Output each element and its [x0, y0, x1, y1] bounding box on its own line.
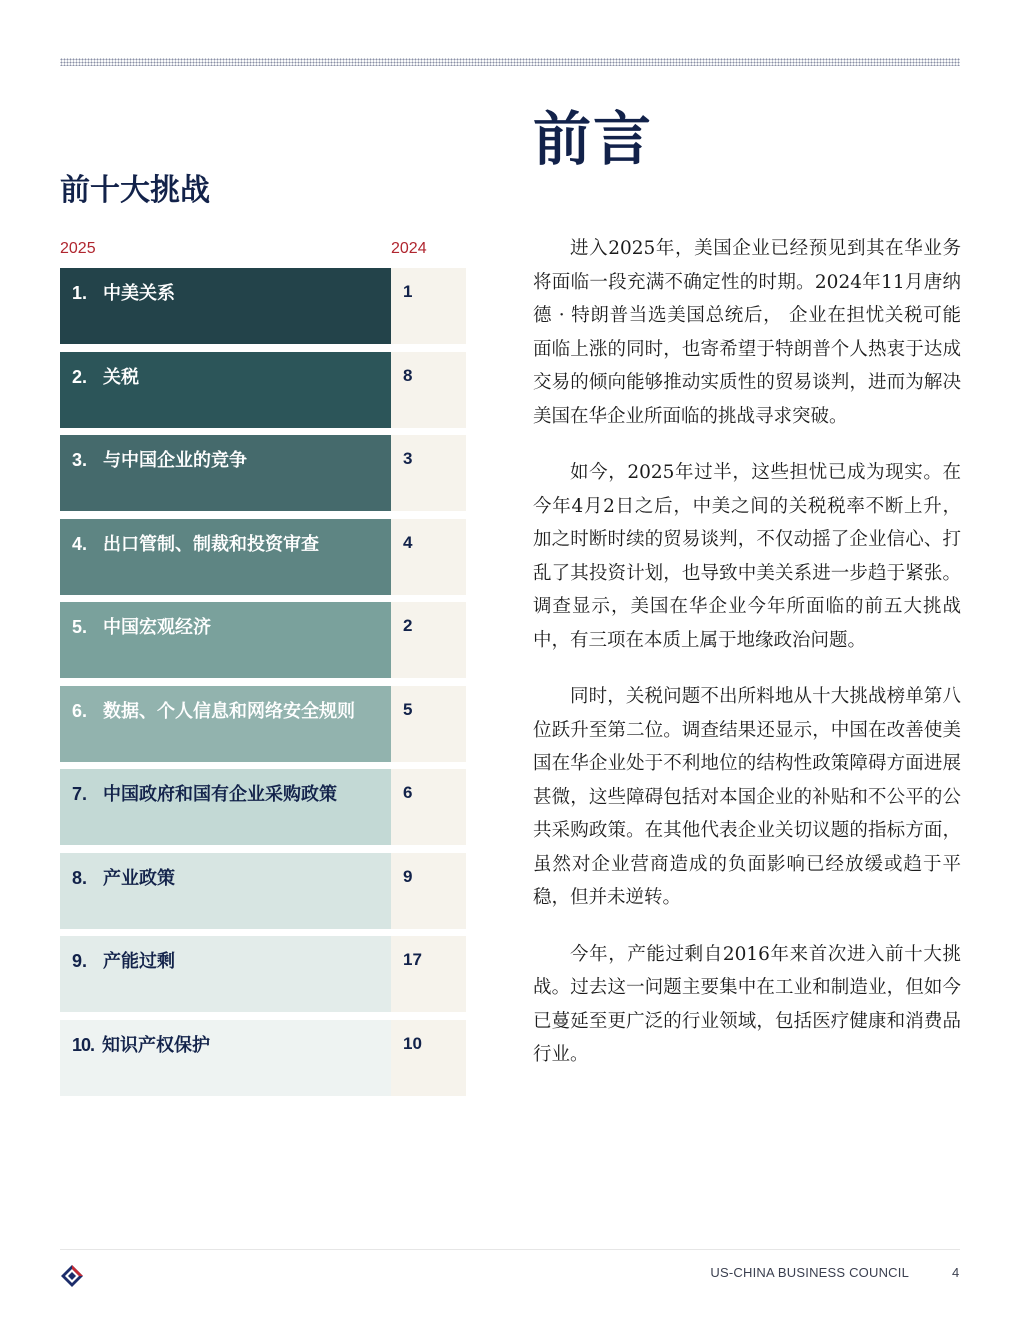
- previous-rank: 2: [391, 602, 466, 678]
- table-row: [60, 686, 466, 762]
- table-row: [60, 435, 466, 511]
- previous-rank: 8: [391, 352, 466, 428]
- table-row: [60, 1020, 466, 1096]
- previous-rank: 9: [391, 853, 466, 929]
- challenge-cell: [60, 769, 391, 845]
- previous-rank: 5: [391, 686, 466, 762]
- year-previous-label: 2024: [391, 240, 427, 257]
- challenge-label: 中国宏观经济: [103, 617, 211, 638]
- table-row: [60, 352, 466, 428]
- challenge-label: 产能过剩: [103, 951, 175, 972]
- table-row: [60, 936, 466, 1012]
- challenge-label: 数据、个人信息和网络安全规则: [103, 700, 355, 722]
- page-title: 前言: [533, 105, 654, 173]
- body-paragraph: 如今，2025年过半，这些担忧已成为现实。在今年4月2日之后，中美之间的关税税率不断上升，加之时断时续的贸易谈判，不仅动摇了企业信心、打乱了其投资计划，也导致中美关系进一步趋于紧张。调查显示，美国在华企业今年所面临的前五大挑战中，有三项在本质上属于地缘政治问题。: [533, 462, 961, 651]
- rank-number: 1.: [72, 283, 88, 303]
- previous-rank: 4: [391, 519, 466, 595]
- body-paragraph: 今年，产能过剩自2016年来首次进入前十大挑战。过去这一问题主要集中在工业和制造业，但如今已蔓延至更广泛的行业领域，包括医疗健康和消费品行业。: [533, 943, 961, 1065]
- challenges-heading: 前十大挑战: [60, 173, 210, 208]
- top-ten-challenges-table: [60, 268, 466, 1103]
- previous-rank: 3: [391, 435, 466, 511]
- challenge-label: 中美关系: [103, 283, 175, 304]
- rank-number: 9.: [72, 951, 88, 971]
- challenge-label: 与中国企业的竞争: [103, 450, 247, 471]
- rank-number: 2.: [72, 366, 88, 387]
- previous-rank: 1: [391, 268, 466, 344]
- year-current-label: 2025: [60, 240, 96, 257]
- rank-number: 8.: [72, 867, 88, 888]
- challenge-label: 产业政策: [103, 867, 175, 889]
- rank-number: 3.: [72, 450, 88, 470]
- challenge-label: 出口管制、制裁和投资审查: [103, 533, 319, 555]
- table-row: [60, 602, 466, 678]
- page-number: 4: [952, 1265, 960, 1280]
- previous-rank: 10: [391, 1020, 466, 1096]
- table-row: [60, 268, 466, 344]
- footer-organization: US-CHINA BUSINESS COUNCIL: [710, 1265, 909, 1280]
- challenge-cell: [60, 268, 391, 344]
- top-dotted-rule: [60, 58, 960, 66]
- challenge-cell: [60, 686, 391, 762]
- previous-rank: 17: [391, 936, 466, 1012]
- rank-number: 10.: [72, 1034, 95, 1055]
- challenge-cell: [60, 936, 391, 1012]
- challenge-cell: [60, 435, 391, 511]
- challenge-cell: [60, 519, 391, 595]
- body-paragraph: 同时，关税问题不出所料地从十大挑战榜单第八位跃升至第二位。调查结果还显示，中国在改善使美国在华企业处于不利地位的结构性政策障碍方面进展甚微，这些障碍包括对本国企业的补贴和不公平的公共采购政策。在其他代表企业关切议题的指标方面，虽然对企业营商造成的负面影响已经放缓或趋于平稳，但并未逆转。: [533, 686, 961, 908]
- rank-number: 6.: [72, 700, 88, 721]
- challenge-cell: [60, 853, 391, 929]
- rank-number: 4.: [72, 533, 88, 554]
- challenge-cell: [60, 352, 391, 428]
- challenge-label: 关税: [103, 366, 139, 388]
- rank-number: 7.: [72, 784, 88, 804]
- challenge-label: 知识产权保护: [102, 1034, 210, 1056]
- challenge-cell: [60, 1020, 391, 1096]
- table-row: [60, 519, 466, 595]
- table-row: [60, 853, 466, 929]
- table-row: [60, 769, 466, 845]
- challenge-label: 中国政府和国有企业采购政策: [103, 784, 337, 805]
- previous-rank: 6: [391, 769, 466, 845]
- uscbc-diamond-logo-icon: [60, 1264, 84, 1288]
- challenge-cell: [60, 602, 391, 678]
- body-paragraph: 进入2025年，美国企业已经预见到其在华业务将面临一段充满不确定性的时期。2024年11月唐纳德 · 特朗普当选美国总统后， 企业在担忧关税可能面临上涨的同时，也寄希望于特朗普个人热衷于达成交易的倾向能够推动实质性的贸易谈判，进而为解决美国在华企业所面临的挑战寻求突破。: [533, 238, 961, 427]
- footer-divider: [60, 1249, 960, 1250]
- preface-body: [533, 232, 961, 1095]
- rank-number: 5.: [72, 617, 88, 637]
